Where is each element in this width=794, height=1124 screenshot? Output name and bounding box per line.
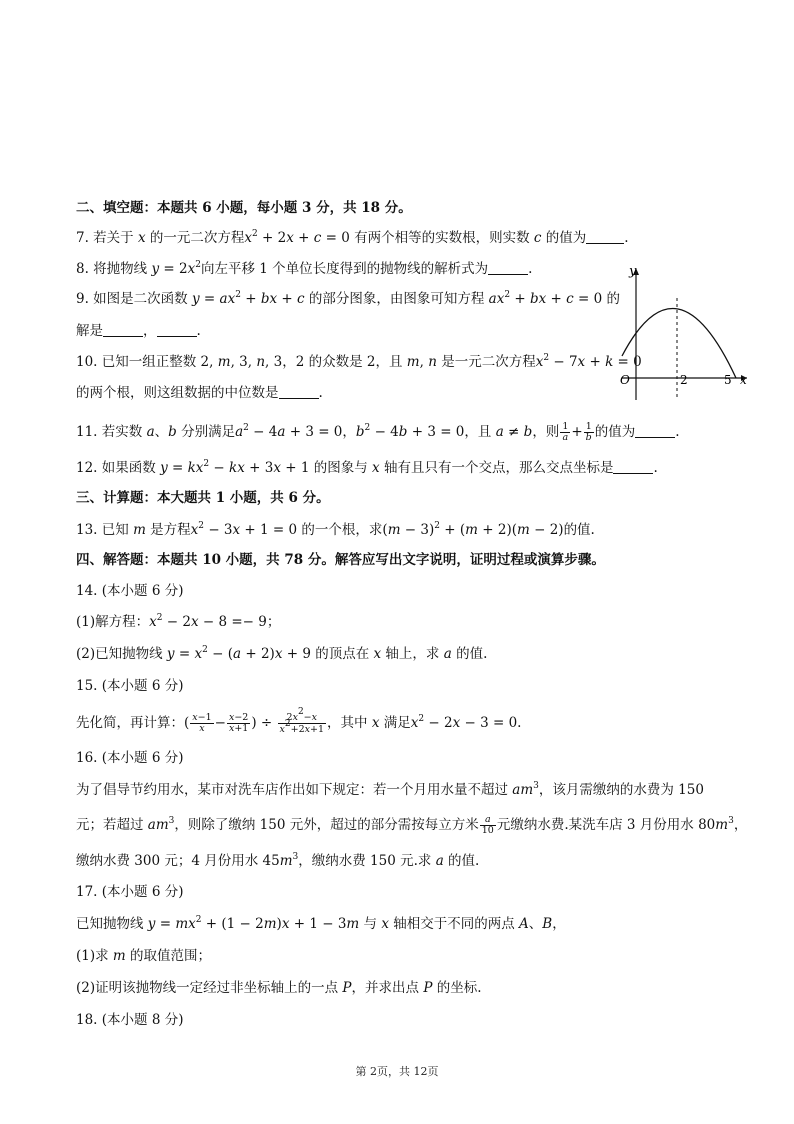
answer-blank: [488, 261, 528, 275]
answer-blank: [586, 230, 624, 244]
question-17-part1: (1)求 m 的取值范围；: [76, 948, 212, 964]
question-14-part1: (1)解方程：$x^2 - 2x - 8 =- 9$；: [76, 613, 281, 630]
question-10: 10. 已知一组正整数 2, m, 3, n, 3，2 的众数是 2，且 m, n 是一元二次方程$x^2 - 7x + k = 0$: [76, 353, 642, 370]
x-axis-label: x: [740, 373, 747, 387]
question-14-part2: (2)已知抛物线 $y = x^2 - (a + 2)x + 9$ 的顶点在 x 轴上，求 a 的值.: [76, 645, 488, 662]
question-8: 8. 将抛物线 $y = 2x^2$向左平移 1 个单位长度得到的抛物线的解析式为 .: [76, 260, 533, 277]
question-17: 已知抛物线 $y = mx^2 + (1 - 2m)x + 1 - 3m$ 与 x 轴相交于不同的两点 A、B，: [76, 915, 566, 932]
section2-heading: 二、填空题：本题共 6 小题，每小题 3 分，共 18 分。: [76, 200, 412, 216]
question-10-line2: 的两个根，则这组数据的中位数是 .: [76, 385, 323, 401]
page-footer: 第 2页，共 12页: [355, 1065, 439, 1078]
tick-label-5: 5: [724, 373, 732, 387]
answer-blank: [103, 323, 143, 337]
question-16-line1: 为了倡导节约用水，某市对洗车店作出如下规定：若一个月用水量不超过 $am^3$，该月需缴纳的水费为 150: [76, 781, 704, 798]
question-15-head: 15. (本小题 6 分): [76, 678, 184, 694]
section3-heading: 三、计算题：本大题共 1 小题，共 6 分。: [76, 490, 330, 506]
question-7: 7. 若关于 x 的一元二次方程$x^2 + 2x + c = 0$ 有两个相等的实数根，则实数 c 的值为 .: [76, 229, 629, 246]
question-16-line3: 缴纳水费 300 元；4 月份用水 $45m^3$，缴纳水费 150 元.求 a 的值.: [76, 852, 480, 869]
question-16-head: 16. (本小题 6 分): [76, 750, 184, 766]
question-17-head: 17. (本小题 6 分): [76, 884, 184, 900]
answer-blank: [157, 323, 197, 337]
question-16-line2: 元；若超过 $am^3$，则除了缴纳 150 元外，超过的部分需按每立方米 $\frac{a}{10}$ 元缴纳水费.某洗车店 3 月份用水 $80m^3$，: [76, 814, 748, 836]
y-axis-label: y: [629, 264, 637, 279]
question-14-head: 14. (本小题 6 分): [76, 583, 184, 599]
answer-blank: [279, 385, 319, 399]
question-11: 11. 若实数 a、b 分别满足$a^2 - 4a + 3 = 0$，$b^2 - 4b + 3 = 0$，且 a ≠ b，则 $\frac{1}{a}$ + $\frac{1}{b}$ 的值为 .: [76, 421, 680, 443]
section4-heading: 四、解答题：本题共 10 小题，共 78 分。解答应写出文字说明，证明过程或演算步骤。: [76, 552, 605, 568]
question-12: 12. 如果函数 $y = kx^2$ − kx + 3x + 1 的图象与 x 轴有且只有一个交点，那么交点坐标是 .: [76, 459, 658, 476]
tick-label-2: 2: [680, 373, 688, 387]
answer-blank: [635, 424, 675, 438]
parabola-graph: [612, 258, 752, 403]
question-15: 先化简，再计算：( $\frac{x-1}{x}$ − $\frac{x-2}{x+1}$ ) ÷ $\frac{2x^2-x}{x^2+2x+1}$ ，其中 x 满足$x^2 - 2x - 3 = 0$.: [76, 707, 522, 735]
parabola-curve: [622, 308, 736, 378]
question-9-line2: 解是 ， .: [76, 323, 201, 339]
question-18-head: 18. (本小题 8 分): [76, 1012, 184, 1028]
answer-blank: [613, 460, 653, 474]
question-17-part2: (2)证明该抛物线一定经过非坐标轴上的一点 P，并求出点 P 的坐标.: [76, 980, 482, 996]
origin-label: O: [620, 373, 630, 387]
question-13: 13. 已知 m 是方程$x^2 - 3x + 1 = 0$ 的一个根，求$(m - 3)^2 + (m + 2)(m - 2)$的值.: [76, 521, 595, 538]
question-9: 9. 如图是二次函数 $y = ax^2$ + bx + c 的部分图象，由图象可知方程 $ax^2$ + bx + c = 0 的: [76, 290, 620, 307]
